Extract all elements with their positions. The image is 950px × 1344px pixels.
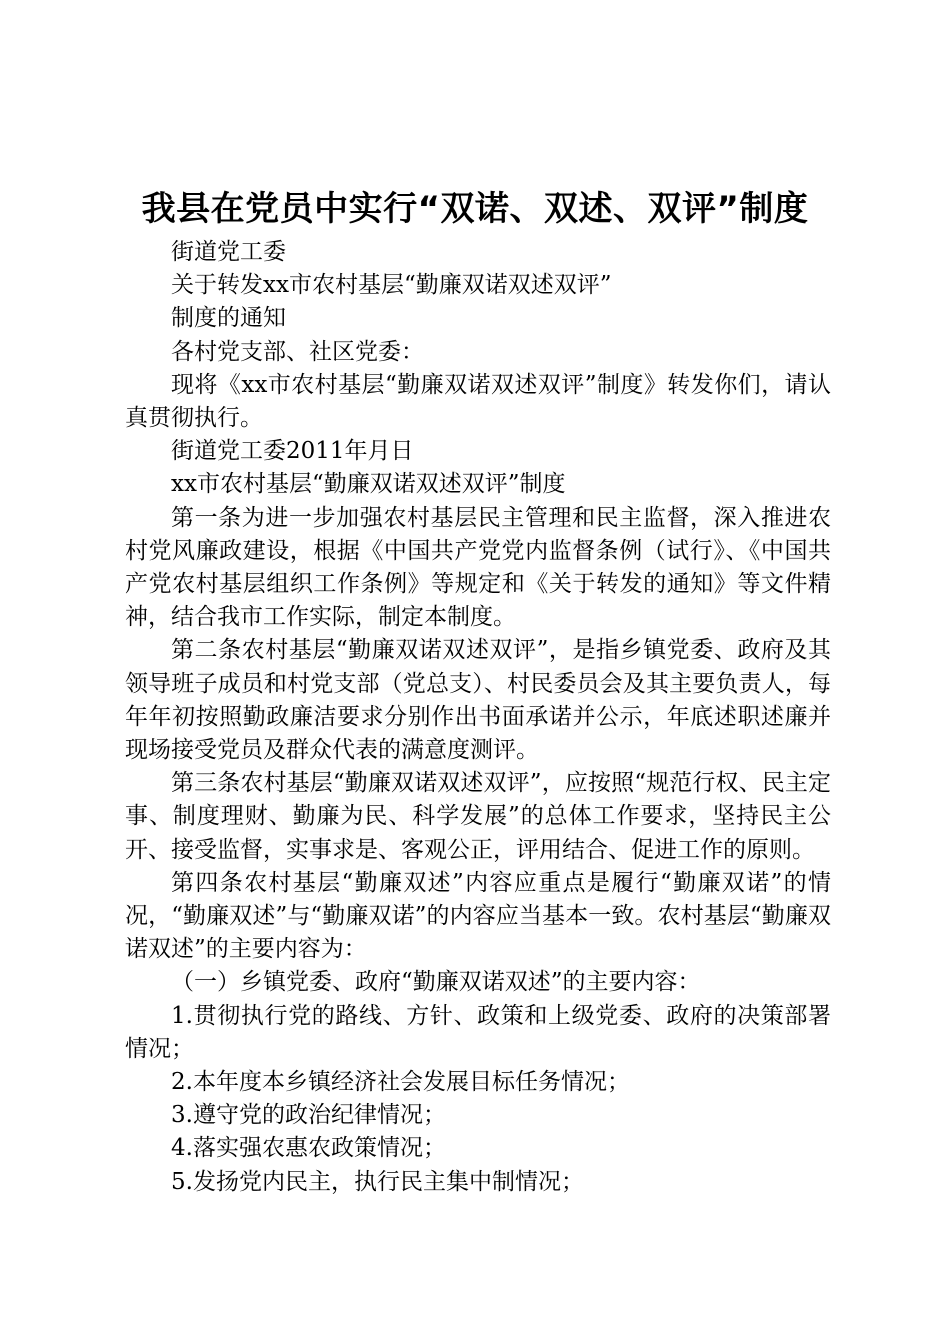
paragraph: 街道党工委2011年月日 [171,438,414,465]
paragraph: 4.落实强农惠农政策情况； [171,1135,446,1162]
paragraph: 关于转发xx市农村基层“勤廉双诺双述双评” [171,272,612,299]
document-body [125,236,831,1199]
document-title: 我县在党员中实行“双诺、双述、双评”制度 [141,189,809,229]
paragraph: 现将《xx市农村基层“勤廉双诺双述双评”制度》转发你们，请认真贯彻执行。 [125,371,831,432]
paragraph: 制度的通知 [171,305,286,332]
paragraph: 第一条为进一步加强农村基层民主管理和民主监督，深入推进农村党风廉政建设，根据《中国共产党党内监督条例（试行》、《中国共产党农村基层组织工作条例》等规定和《关于转发的通知》等文件精神，结合我市工作实际，制定本制度。 [125,504,831,631]
paragraph: 2.本年度本乡镇经济社会发展目标任务情况； [171,1069,630,1096]
paragraph: 各村党支部、社区党委： [171,338,424,365]
paragraph: xx市农村基层“勤廉双诺双述双评”制度 [171,471,566,498]
paragraph: 3.遵守党的政治纪律情况； [171,1102,446,1129]
paragraph: 第三条农村基层“勤廉双诺双述双评”，应按照“规范行权、民主定事、制度理财、勤廉为民、科学发展”的总体工作要求，坚持民主公开、接受监督，实事求是、客观公正，评用结合、促进工作的原则。 [125,770,831,863]
paragraph: （一）乡镇党委、政府“勤廉双诺双述”的主要内容： [171,969,701,996]
paragraph: 第二条农村基层“勤廉双诺双述双评”，是指乡镇党委、政府及其领导班子成员和村党支部（党总支）、村民委员会及其主要负责人，每年年初按照勤政廉洁要求分别作出书面承诺并公示，年底述职述廉并现场接受党员及群众代表的满意度测评。 [125,637,831,764]
paragraph: 街道党工委 [171,239,286,265]
paragraph: 1.贯彻执行党的路线、方针、政策和上级党委、政府的决策部署情况； [125,1002,831,1062]
paragraph: 第四条农村基层“勤廉双述”内容应重点是履行“勤廉双诺”的情况，“勤廉双述”与“勤廉双诺”的内容应当基本一致。农村基层“勤廉双诺双述”的主要内容为： [125,869,831,963]
paragraph: 5.发扬党内民主，执行民主集中制情况； [171,1168,584,1195]
